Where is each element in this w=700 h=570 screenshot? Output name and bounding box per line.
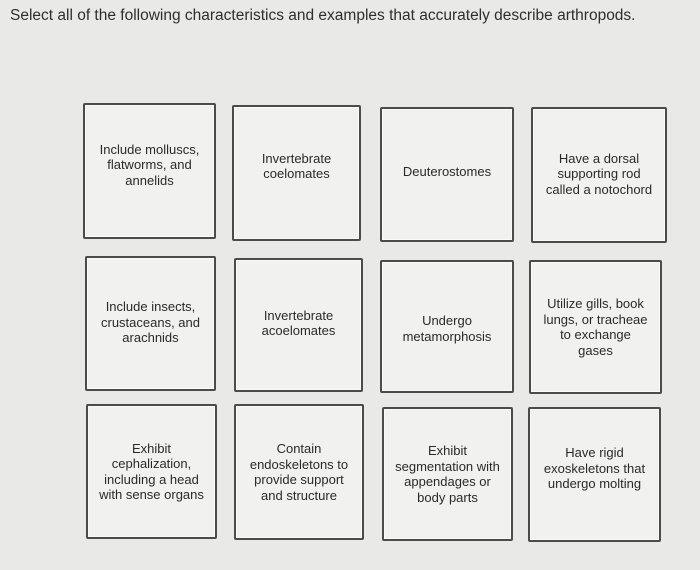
option-label: Invertebrate coelomates [261, 150, 332, 181]
option-card-gills-book-lungs[interactable] [529, 260, 662, 394]
option-card-notochord[interactable] [531, 107, 667, 243]
option-label: Include insects, crustaceans, and arachnids [100, 299, 200, 346]
option-card-insects-crustaceans[interactable] [85, 256, 216, 391]
question-text: Select all of the following characteristics and examples that accurately describe arthropods. [10, 7, 636, 24]
option-label: Contain endoskeletons to provide support and structure [249, 441, 349, 503]
option-label: Have rigid exoskeletons that undergo molting [543, 445, 646, 492]
option-card-deuterostomes[interactable] [380, 107, 514, 242]
option-card-invertebrate-coelomates[interactable] [232, 105, 361, 241]
option-label: Deuterostomes [402, 163, 492, 179]
option-card-metamorphosis[interactable] [380, 260, 514, 393]
option-label: Have a dorsal supporting rod called a notochord [545, 150, 653, 197]
option-label: Include molluscs, flatworms, and annelids [99, 141, 200, 188]
option-label: Invertebrate acoelomates [261, 307, 336, 338]
option-card-exoskeletons[interactable] [528, 407, 661, 542]
option-card-endoskeletons[interactable] [234, 404, 364, 540]
option-card-molluscs[interactable] [83, 103, 216, 239]
option-label: Undergo metamorphosis [402, 313, 492, 344]
option-label: Exhibit cephalization, including a head with sense organs [99, 440, 204, 502]
option-card-segmentation[interactable] [382, 407, 513, 541]
option-label: Exhibit segmentation with appendages or body parts [395, 443, 500, 505]
option-card-cephalization[interactable] [86, 404, 217, 539]
option-card-invertebrate-acoelomates[interactable] [234, 258, 363, 392]
option-label: Utilize gills, book lungs, or tracheae to exchange gases [543, 296, 648, 358]
answer-grid [82, 103, 667, 543]
